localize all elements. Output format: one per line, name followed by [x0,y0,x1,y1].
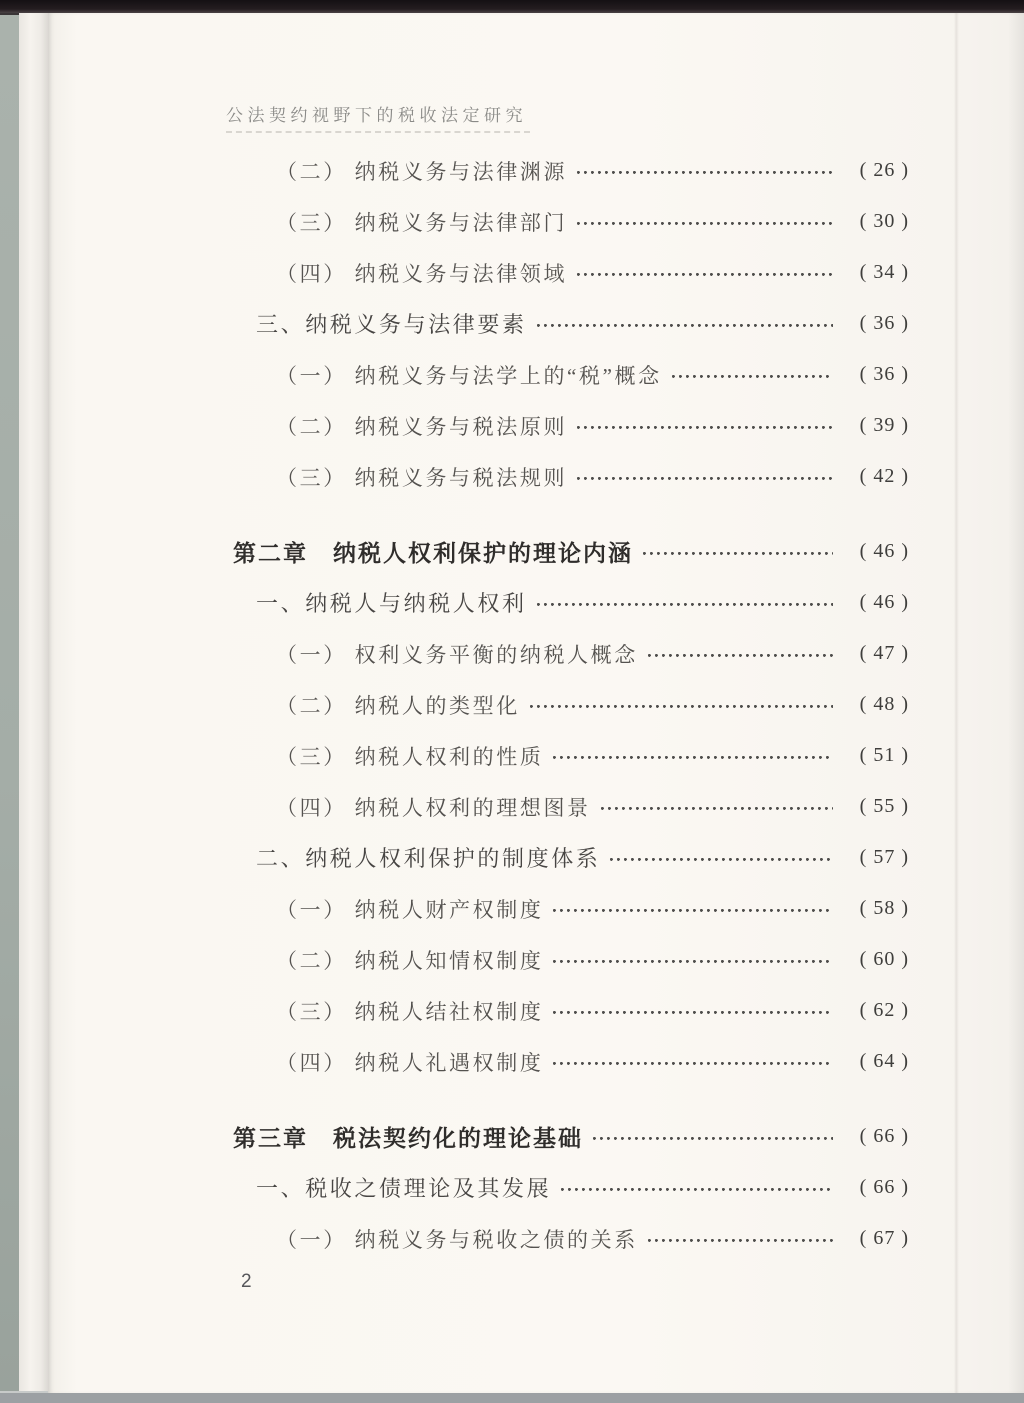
toc-entry-page: ( 36 ) [859,312,909,334]
dot-leader [576,476,833,481]
toc-entry-title: （一） 纳税人财产权制度 [276,897,544,922]
dot-leader [560,1187,833,1192]
dot-leader [576,272,833,277]
page-gutter-crease [954,13,959,1393]
running-header-dashed-rule [226,131,530,133]
toc-entry [233,679,909,730]
toc-entry [233,349,909,400]
toc-entry-title: （三） 纳税人权利的性质 [276,744,544,769]
dot-leader [642,551,833,556]
toc-entry-page: ( 26 ) [859,159,909,181]
toc-entry-title: （二） 纳税人的类型化 [276,693,520,718]
toc-entry-page: ( 48 ) [859,693,909,715]
toc-entry [233,247,909,298]
toc-entry [233,730,909,781]
toc-entry-title: （三） 纳税义务与税法规则 [276,465,568,490]
toc-entry-title: （一） 纳税义务与法学上的“税”概念 [276,363,662,388]
toc-entry [233,145,909,196]
toc-entry-title: （二） 纳税义务与税法原则 [276,414,568,439]
toc-entry [233,934,909,985]
toc-entry-title: （一） 权利义务平衡的纳税人概念 [276,642,638,667]
toc-entry-title: （四） 纳税人权利的理想图景 [276,795,591,820]
dot-leader [600,806,833,811]
toc-entry [233,1213,909,1264]
toc-entry-page: ( 47 ) [859,642,909,664]
toc-entry [233,525,909,577]
toc-entry [233,781,909,832]
toc-entry-page: ( 64 ) [859,1050,909,1072]
toc-entry-title: （二） 纳税人知情权制度 [276,948,544,973]
toc-entry-page: ( 57 ) [859,846,909,868]
toc-entry-page: ( 51 ) [859,744,909,766]
toc-entry-title: （四） 纳税义务与法律领域 [276,261,568,286]
running-header: 公法契约视野下的税收法定研究 [226,106,527,125]
toc-entry [233,577,909,628]
dot-leader [647,653,833,658]
page-right-shadow [1008,13,1024,1393]
toc-entry-title: 二、纳税人权利保护的制度体系 [256,846,601,871]
toc-entry-page: ( 46 ) [859,539,909,562]
toc-entry-page: ( 58 ) [859,897,909,919]
dot-leader [552,1010,833,1015]
dot-leader [552,1061,833,1066]
dot-leader [552,908,833,913]
toc-entry-title: 三、纳税义务与法律要素 [256,312,527,337]
toc-entry [233,196,909,247]
dot-leader [609,857,833,862]
toc-entry-page: ( 42 ) [859,465,909,487]
dot-leader [529,704,833,709]
toc-entry-title: 第三章 税法契约化的理论基础 [233,1125,583,1151]
toc-entry [233,451,909,502]
toc-entry-page: ( 66 ) [859,1176,909,1198]
toc-entry [233,298,909,349]
toc-entry [233,832,909,883]
toc-entry-title: 一、税收之债理论及其发展 [256,1176,552,1201]
toc-entry-title: （四） 纳税人礼遇权制度 [276,1050,544,1075]
toc-entry-title: （三） 纳税义务与法律部门 [276,210,568,235]
toc-entry [233,1036,909,1087]
dot-leader [576,221,833,226]
toc-entry-title: （二） 纳税义务与法律渊源 [276,159,568,184]
book-cover-top-edge [0,0,1024,13]
toc-entry-page: ( 66 ) [859,1124,909,1147]
dot-leader [647,1238,833,1243]
toc-entry-page: ( 34 ) [859,261,909,283]
toc-entry [233,985,909,1036]
dot-leader [536,602,833,607]
toc-entry-page: ( 67 ) [859,1227,909,1249]
dot-leader [576,425,833,430]
toc-entry-page: ( 60 ) [859,948,909,970]
toc-entry-title: 一、纳税人与纳税人权利 [256,591,527,616]
toc-entry-page: ( 36 ) [859,363,909,385]
toc-entry-title: （三） 纳税人结社权制度 [276,999,544,1024]
toc-entry-title: （一） 纳税义务与税收之债的关系 [276,1227,638,1252]
toc-entry-page: ( 39 ) [859,414,909,436]
toc-entry-page: ( 62 ) [859,999,909,1021]
dot-leader [536,323,833,328]
dot-leader [576,170,833,175]
toc-entry [233,1110,909,1162]
toc-entry [233,400,909,451]
dot-leader [671,374,833,379]
toc-entry [233,883,909,934]
dot-leader [592,1136,833,1141]
toc-entry-page: ( 55 ) [859,795,909,817]
toc-entry-page: ( 30 ) [859,210,909,232]
toc-entry-page: ( 46 ) [859,591,909,613]
book-page [48,13,1024,1393]
toc-entry [233,1162,909,1213]
table-of-contents [233,145,909,1264]
book-side-edge [0,13,19,1395]
toc-entry-title: 第二章 纳税人权利保护的理论内涵 [233,540,633,566]
page-number: 2 [241,1271,253,1292]
dot-leader [552,755,833,760]
toc-entry [233,628,909,679]
underlying-page-edges [19,13,48,1393]
dot-leader [552,959,833,964]
